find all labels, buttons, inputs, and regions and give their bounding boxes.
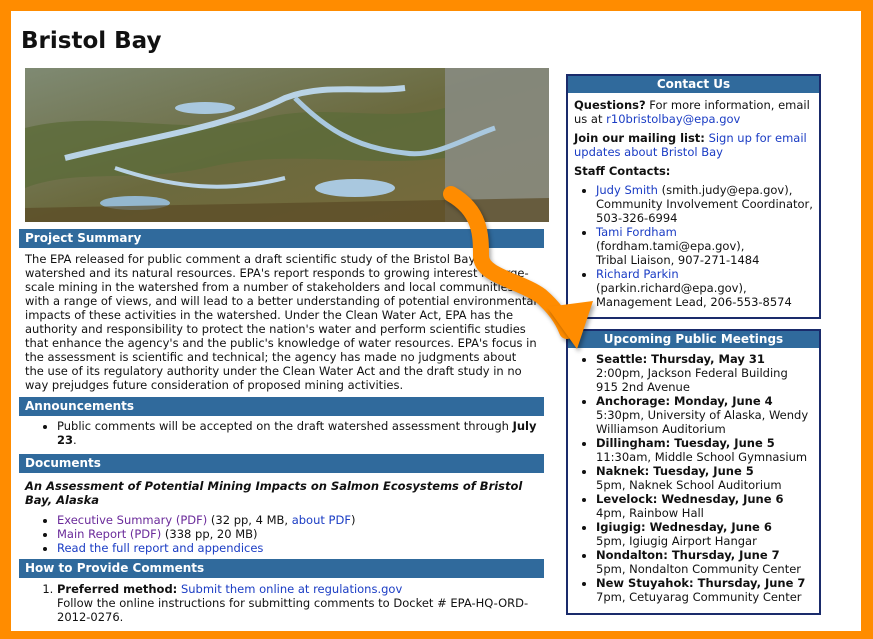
aerial-watershed-photo (25, 68, 549, 222)
questions-text: Questions? For more information, email us at r10bristolbay@epa.gov (574, 98, 810, 126)
meetings-list (568, 352, 813, 604)
documents-heading: Documents (19, 454, 544, 473)
list-item: • Main Report (PDF) (338 pp, 20 MB) (57, 527, 544, 541)
contact-box (566, 74, 821, 319)
meeting-item: • Anchorage: Monday, June 4 5:30pm, University of Alaska, Wendy Williamson Auditorium (596, 394, 813, 436)
list-item (57, 541, 544, 555)
meetings-box (566, 329, 821, 615)
meeting-item: • Dillingham: Tuesday, June 5 11:30am, Middle School Gymnasium (596, 436, 813, 464)
mailing-list-link[interactable]: Sign up for email updates about Bristol Bay (574, 131, 807, 159)
executive-summary-link[interactable]: Executive Summary (PDF) (57, 513, 208, 527)
regulations-gov-link[interactable]: Submit them online at regulations.gov (180, 582, 403, 596)
announcement-item: • Public comments will be accepted on the draft watershed assessment through July 23. (57, 419, 544, 447)
page-title: Bristol Bay (21, 28, 162, 54)
meeting-item: • New Stuyahok: Thursday, June 7 7pm, Cetuyarag Community Center (596, 576, 813, 604)
project-summary-section (19, 229, 544, 392)
full-report-link[interactable]: Read the full report and appendices (57, 541, 264, 555)
staff-contacts-label: Staff Contacts: (574, 164, 671, 178)
staff-list (568, 183, 813, 309)
staff-name-link[interactable]: Richard Parkin (596, 267, 679, 281)
meeting-item: • Naknek: Tuesday, June 5 5pm, Naknek School Auditorium (596, 464, 813, 492)
staff-name-link[interactable]: Judy Smith (596, 183, 658, 197)
announcements-heading: Announcements (19, 397, 544, 416)
project-summary-text: The EPA released for public comment a draft scientific study of the Bristol Bay watershed and its natural resources. EPA's report responds to growing interest in large-scale mining in the watershed from a number of stakeholders and local communities with a range of views, and will lead to a better understanding of potential environmental impacts of these activities in the watershed. Under the Clean Water Act, EPA has the authority and responsibility to protect the nation's water and perform scientific studies that enhance the agency's and the public's knowledge of water resources. EPA's focus in the assessment is scientific and technical; the agency has made no judgments about the use of its regulatory authority under the Clean Water Act and the draft study in no way prejudges future consideration of proposed mining activities. (25, 252, 537, 392)
meeting-item: • Levelock: Wednesday, June 6 4pm, Rainbow Hall (596, 492, 813, 520)
staff-contact: • Tami Fordham (fordham.tami@epa.gov), Tribal Liaison, 907-271-1484 (596, 225, 813, 267)
main-report-link[interactable]: Main Report (PDF) (57, 527, 162, 541)
meeting-item: • Igiugig: Wednesday, June 6 5pm, Igiugig Airport Hangar (596, 520, 813, 548)
comment-method-item: 1. Preferred method: Submit them online at regulations.gov Follow the online instructions for submitting comments to Docket # EPA-HQ-ORD-2012-0276. (57, 582, 544, 624)
announcement-date: July 23 (57, 419, 537, 447)
staff-name-link[interactable]: Tami Fordham (596, 225, 677, 239)
page (11, 11, 861, 631)
contact-heading: Contact Us (568, 76, 819, 93)
contact-email-link[interactable]: r10bristolbay@epa.gov (606, 112, 741, 126)
about-pdf-link[interactable]: about PDF (291, 513, 351, 527)
project-summary-heading: Project Summary (19, 229, 544, 248)
comments-section (19, 559, 544, 624)
meeting-item: • Seattle: Thursday, May 31 2:00pm, Jackson Federal Building 915 2nd Avenue (596, 352, 813, 394)
staff-contact: • Richard Parkin (parkin.richard@epa.gov), Management Lead, 206-553-8574 (596, 267, 813, 309)
documents-section (19, 454, 544, 555)
mailing-list-text: Join our mailing list: Sign up for email updates about Bristol Bay (574, 131, 807, 159)
comments-heading: How to Provide Comments (19, 559, 544, 578)
staff-contact: • Judy Smith (smith.judy@epa.gov), Community Involvement Coordinator, 503-326-6994 (596, 183, 813, 225)
list-item: • Executive Summary (PDF) (32 pp, 4 MB, about PDF) (57, 513, 544, 527)
meetings-heading: Upcoming Public Meetings (568, 331, 819, 348)
meeting-item: • Nondalton: Thursday, June 7 5pm, Nondalton Community Center (596, 548, 813, 576)
report-title: An Assessment of Potential Mining Impacts on Salmon Ecosystems of Bristol Bay, Alaska (25, 479, 523, 507)
announcements-section (19, 397, 544, 447)
